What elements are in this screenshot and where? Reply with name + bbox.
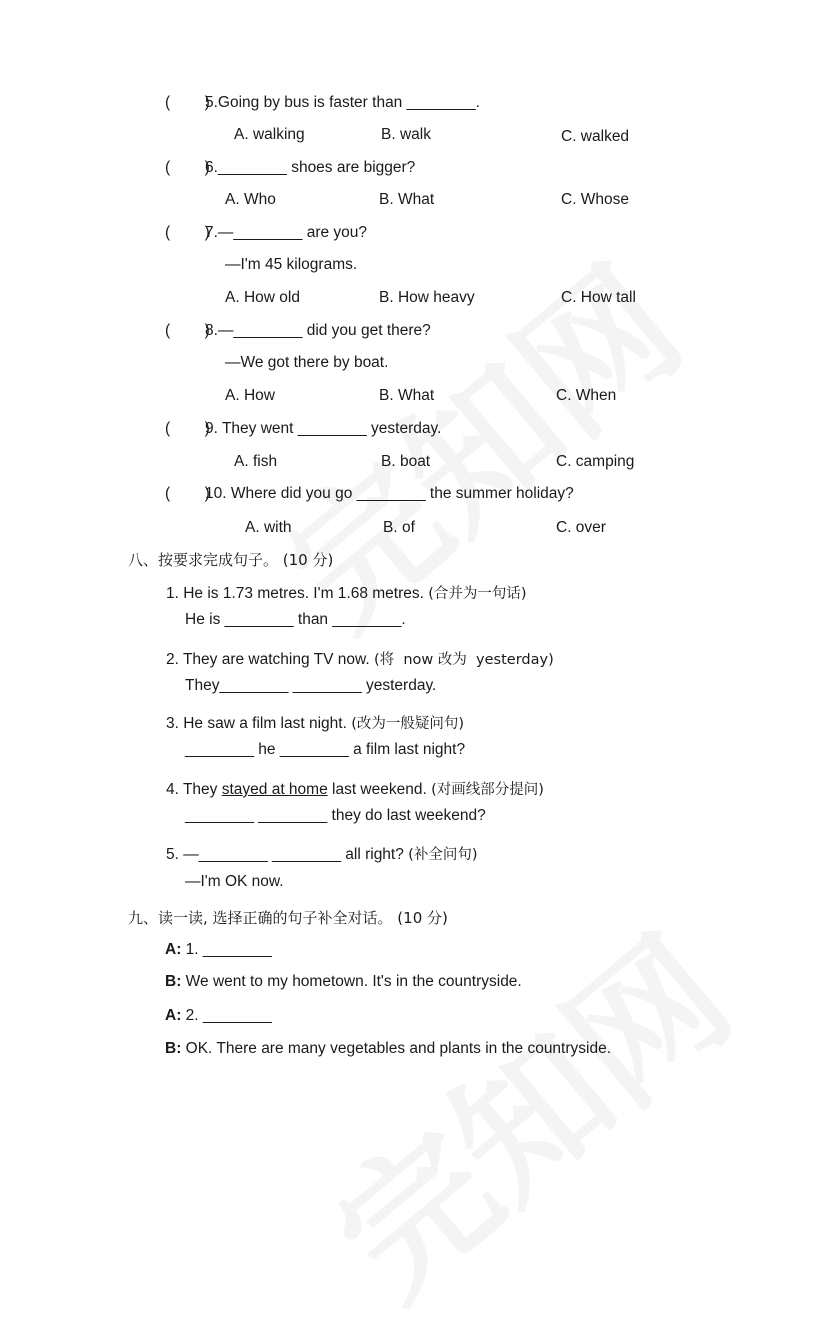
q9-option-a: A. fish	[234, 453, 278, 470]
q8-option-c: C. When	[556, 387, 617, 404]
q10-option-b: B. of	[383, 519, 415, 536]
s8-a2: They________ ________ yesterday.	[185, 677, 437, 694]
watermark	[283, 881, 767, 1335]
q9-stem: 9. They went ________ yesterday.	[205, 420, 442, 437]
q8-bracket: ( )	[165, 322, 210, 339]
s8-q3-text: 3. He saw a film last night.	[166, 715, 352, 732]
q6-stem: 6.________ shoes are bigger?	[205, 159, 416, 176]
dialogue-line	[165, 1039, 611, 1059]
q7-option-b: B. How heavy	[379, 289, 475, 306]
q10-option-a: A. with	[245, 519, 292, 536]
s8-q3-note: (改为一般疑问句)	[351, 716, 465, 732]
q5-bracket: ( )	[165, 94, 210, 111]
s8-q3	[166, 714, 464, 734]
q10-option-c: C. over	[556, 519, 606, 536]
q6-bracket: ( )	[165, 159, 210, 176]
q8-reply: —We got there by boat.	[225, 354, 389, 371]
s8-q2	[166, 650, 554, 670]
s8-q5	[166, 845, 478, 865]
s8-q5-note: (补全问句)	[408, 847, 478, 863]
s8-q4-text-pre: 4. They	[166, 781, 222, 798]
s8-a5: —I'm OK now.	[185, 873, 284, 890]
section8-title: 八、按要求完成句子。 (10 分)	[128, 551, 334, 569]
section9-title: 九、读一读, 选择正确的句子补全对话。 (10 分)	[128, 909, 448, 927]
s8-q2-note: (将 now 改为 yesterday)	[373, 652, 554, 668]
q6-option-a: A. Who	[225, 191, 276, 208]
speaker-label: B:	[165, 973, 182, 990]
q9-option-b: B. boat	[381, 453, 431, 470]
q9-bracket: ( )	[165, 420, 210, 437]
q5-option-a: A. walking	[234, 126, 305, 143]
q7-stem: 7.—________ are you?	[205, 224, 368, 241]
s8-q1-text: 1. He is 1.73 metres. I'm 1.68 metres.	[166, 585, 429, 602]
q7-option-c: C. How tall	[561, 289, 636, 306]
s8-a3: ________ he ________ a film last night?	[185, 741, 466, 758]
q10-bracket: ( )	[165, 485, 210, 502]
s8-q4	[166, 780, 544, 800]
q6-option-b: B. What	[379, 191, 435, 208]
dialogue-line	[165, 940, 272, 960]
dialogue-text: 1. ________	[181, 941, 272, 958]
q7-option-a: A. How old	[225, 289, 300, 306]
q5-option-b: B. walk	[381, 126, 431, 143]
dialogue-text: We went to my hometown. It's in the countryside.	[181, 973, 522, 990]
dialogue-text: 2. ________	[181, 1007, 272, 1024]
q8-option-b: B. What	[379, 387, 435, 404]
q5-stem: 5.Going by bus is faster than ________.	[205, 94, 480, 111]
s8-a1: He is ________ than ________.	[185, 611, 406, 628]
speaker-label: A:	[165, 941, 182, 958]
s8-q4-text-post: last weekend.	[327, 781, 432, 798]
s8-q2-text: 2. They are watching TV now.	[166, 651, 374, 668]
dialogue-text: OK. There are many vegetables and plants in the countryside.	[181, 1040, 612, 1057]
q7-bracket: ( )	[165, 224, 210, 241]
s8-a4: ________ ________ they do last weekend?	[185, 807, 486, 824]
dialogue-line	[165, 1006, 272, 1026]
s8-q1-note: (合并为一句话)	[428, 586, 527, 602]
dialogue-line	[165, 972, 522, 992]
q8-option-a: A. How	[225, 387, 275, 404]
q9-option-c: C. camping	[556, 453, 635, 470]
speaker-label: B:	[165, 1040, 182, 1057]
q7-reply: —I'm 45 kilograms.	[225, 256, 358, 273]
q6-option-c: C. Whose	[561, 191, 630, 208]
s8-q4-underlined: stayed at home	[221, 781, 328, 798]
s8-q4-note: (对画线部分提问)	[431, 782, 544, 798]
s8-q5-text: 5. —________ ________ all right?	[166, 846, 409, 863]
q8-stem: 8.—________ did you get there?	[205, 322, 431, 339]
q5-option-c: C. walked	[561, 128, 630, 145]
speaker-label: A:	[165, 1007, 182, 1024]
s8-q1	[166, 584, 527, 604]
q10-stem: 10. Where did you go ________ the summer holiday?	[205, 485, 574, 502]
